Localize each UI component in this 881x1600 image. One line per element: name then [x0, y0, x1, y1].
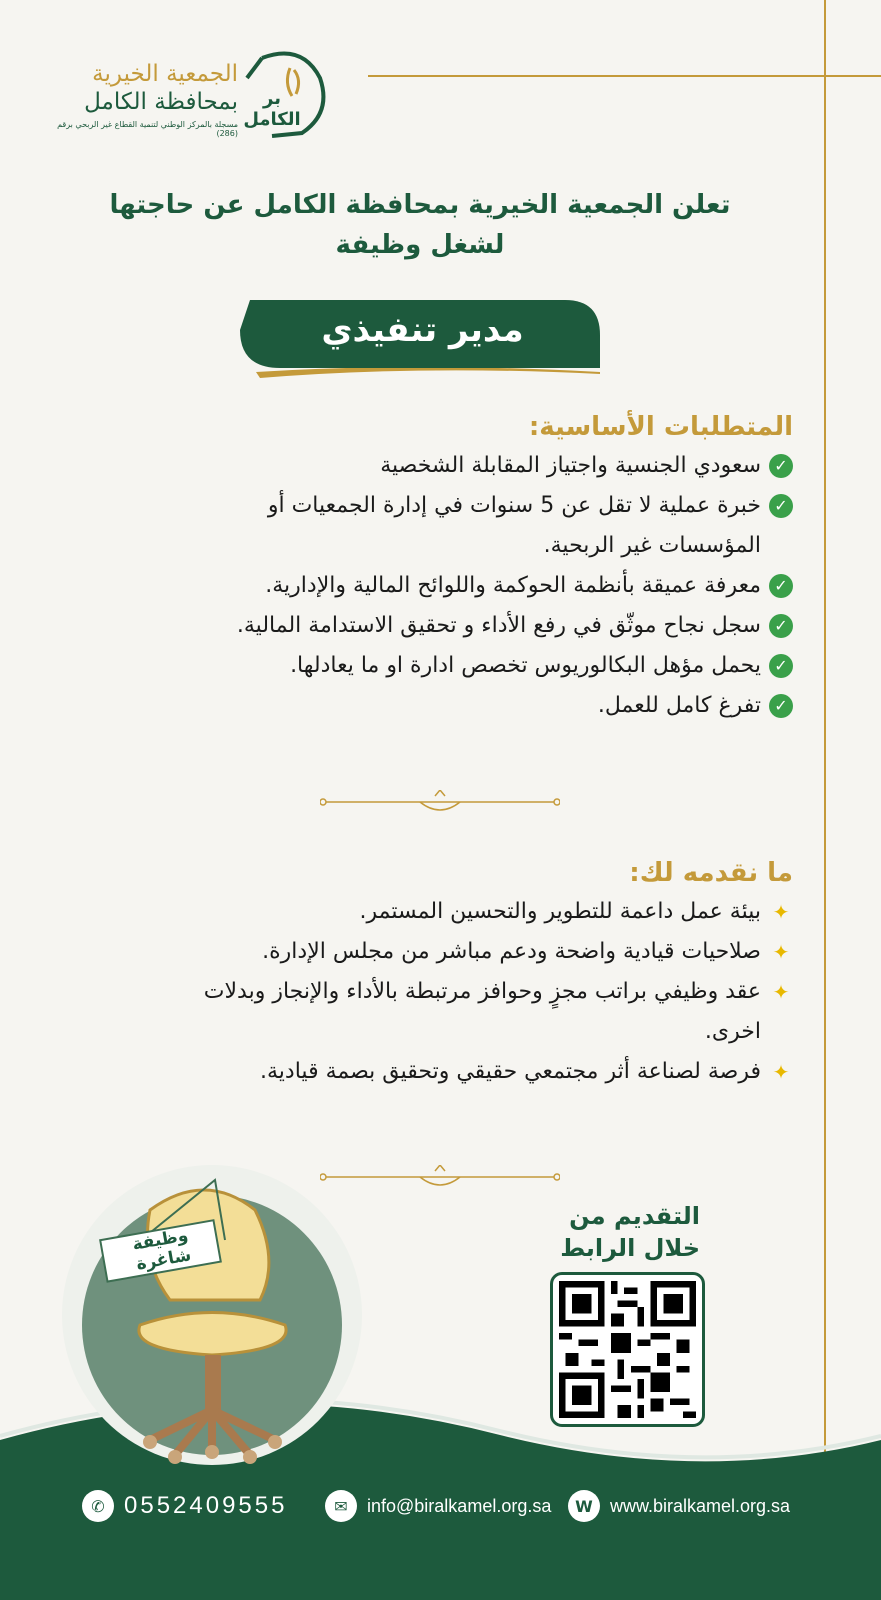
sparkle-icon: ✦: [772, 980, 790, 1004]
whatsapp-icon: ✆: [82, 1490, 114, 1522]
logo-name-line2: بمحافظة الكامل: [84, 89, 238, 115]
requirements-title: المتطلبات الأساسية:: [528, 412, 793, 442]
apply-line2: خلال الرابط: [560, 1234, 700, 1262]
requirements-section: [93, 412, 793, 726]
website-icon: W: [568, 1490, 600, 1522]
offer-text: بيئة عمل داعمة للتطوير والتحسين المستمر.: [359, 899, 761, 924]
check-icon: ✓: [769, 454, 793, 478]
job-title: مدير تنفيذي: [321, 310, 524, 350]
footer-website[interactable]: [568, 1490, 790, 1522]
footer-email[interactable]: [325, 1490, 551, 1522]
offers-section: [33, 858, 793, 1092]
logo-registration: مسجلة بالمركز الوطني لتنمية القطاع غير الربحي برقم (286): [57, 120, 238, 138]
list-item: [93, 686, 793, 726]
list-item: [93, 646, 793, 686]
list-item: [93, 486, 793, 566]
apply-line1: التقديم من: [569, 1202, 700, 1230]
requirement-text: سعودي الجنسية واجتياز المقابلة الشخصية: [380, 453, 761, 478]
requirements-list: [93, 446, 793, 726]
sparkle-icon: ✦: [772, 1060, 790, 1084]
sparkle-icon: ✦: [772, 940, 790, 964]
vacant-job-sign: وظيفة شاغرة: [130, 1225, 193, 1275]
offer-text: فرصة لصناعة أثر مجتمعي حقيقي وتحقيق بصمة قيادية.: [260, 1059, 761, 1084]
offer-text: عقد وظيفي براتب مجزٍ وحوافز مرتبطة بالأداء والإنجاز وبدلات اخرى.: [203, 979, 761, 1044]
list-item: [93, 566, 793, 606]
sparkle-icon: ✦: [772, 900, 790, 924]
check-icon: ✓: [769, 614, 793, 638]
qr-code[interactable]: [550, 1272, 705, 1427]
list-item: [33, 932, 793, 972]
requirement-text: خبرة عملية لا تقل عن 5 سنوات في إدارة الجمعيات أو المؤسسات غير الربحية.: [267, 493, 761, 558]
apply-title: [540, 1200, 700, 1264]
check-icon: ✓: [769, 494, 793, 518]
email-address: info@biralkamel.org.sa: [367, 1495, 552, 1516]
requirement-text: تفرغ كامل للعمل.: [597, 693, 761, 718]
offers-title: ما نقدمه لك:: [629, 858, 793, 888]
requirement-text: يحمل مؤهل البكالوريوس تخصص ادارة او ما يعادلها.: [290, 653, 761, 678]
requirement-text: معرفة عميقة بأنظمة الحوكمة واللوائح المالية والإدارية.: [265, 573, 761, 598]
website-url: www.biralkamel.org.sa: [610, 1495, 791, 1516]
offers-list: [33, 892, 793, 1092]
headline: [100, 185, 740, 265]
email-icon: ✉: [325, 1490, 357, 1522]
check-icon: ✓: [769, 654, 793, 678]
vacant-chair-illustration: [55, 1150, 370, 1480]
check-icon: ✓: [769, 574, 793, 598]
logo-mark-text: بر الكامل: [243, 88, 301, 130]
list-item: [33, 972, 793, 1052]
list-item: [93, 606, 793, 646]
offer-text: صلاحيات قيادية واضحة ودعم مباشر من مجلس الإدارة.: [262, 939, 761, 964]
footer-contacts: [0, 1490, 881, 1540]
list-item: [33, 892, 793, 932]
ornament-divider: [320, 790, 560, 820]
list-item: [93, 446, 793, 486]
logo-mark: [232, 48, 332, 142]
footer-phone[interactable]: [82, 1490, 287, 1522]
horizontal-gold-line: [368, 75, 881, 77]
logo-name-line1: الجمعية الخيرية: [92, 61, 238, 87]
check-icon: ✓: [769, 694, 793, 718]
logo-text: [48, 60, 238, 138]
requirement-text: سجل نجاح موثّق في رفع الأداء و تحقيق الاستدامة المالية.: [236, 613, 761, 638]
phone-number: 0552409555: [124, 1492, 288, 1519]
list-item: [33, 1052, 793, 1092]
headline-line1: تعلن الجمعية الخيرية بمحافظة الكامل عن حاجتها: [109, 190, 731, 220]
job-title-banner: [240, 300, 605, 372]
vertical-gold-line: [824, 0, 826, 1495]
headline-line2: لشغل وظيفة: [335, 230, 505, 260]
